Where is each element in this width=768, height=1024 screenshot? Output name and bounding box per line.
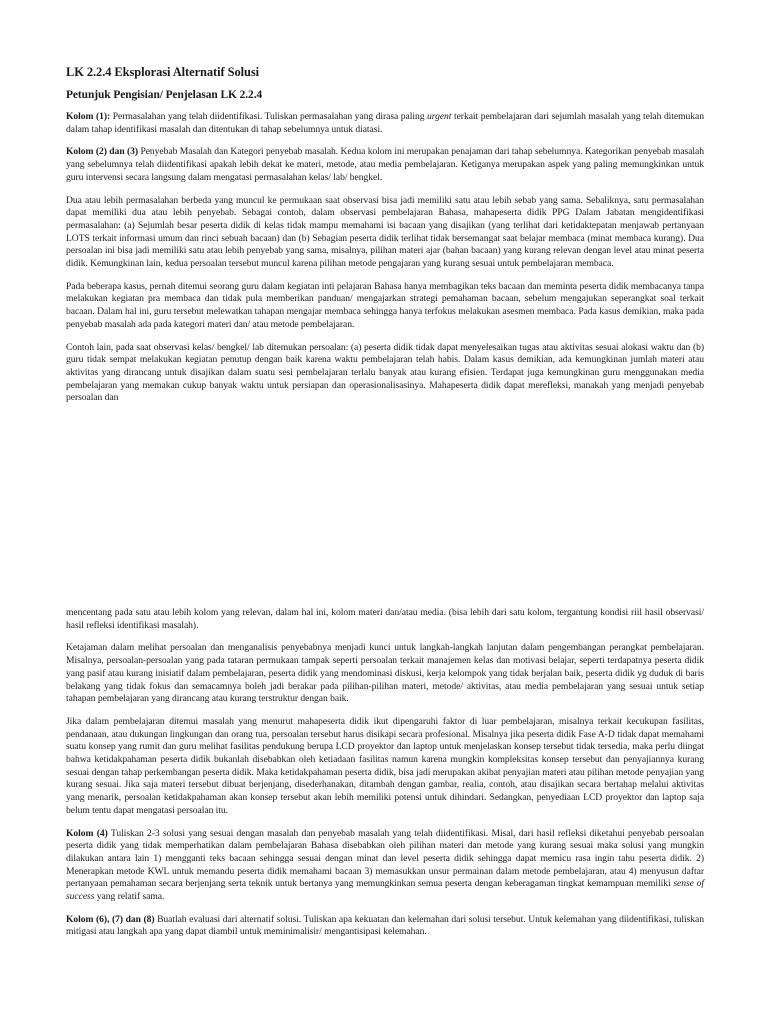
kolom-1-label: Kolom (1): bbox=[66, 111, 111, 122]
document-subtitle: Petunjuk Pengisian/ Penjelasan LK 2.2.4 bbox=[66, 89, 263, 101]
kolom-4-label: Kolom (4) bbox=[66, 827, 108, 839]
paragraph-body: Jika dalam pembelajaran ditemui masalah yang menurut mahapeserta didik ikut dipengaruhi faktor di luar pembelajaran, misalnya terkait kecukupan fasilitas, pendanaan, atau dukungan lingkungan dan orang tua, persoalan tersebut harus disikapi secara profesional. Misalnya jika peserta didik Fase A-D tidak dapat memahami suatu konsep yang rumit dan guru melihat fasilitas pendukung berupa LCD proyektor dan laptop untuk menjelaskan konsep tersebut tidak tersedia, maka perlu diingat bahwa ketidakpahaman peserta didik bukanlah disebabkan oleh ketiadaan fasilitas namun karena mungkin kompleksitas konsep tersebut dan penyajiannya kurang sesuai dengan tahap perkembangan peserta didik. Maka ketidakpahaman peserta didik, bisa jadi merupakan akibat penyajian materi atau pilihan metode penyajian yang kurang sesuai. Jika saja materi tersebut dibuat berjenjang, disederhanakan, ditambah dengan gambar, realia, contoh, atau disajikan secara bertahap melalui aktivitas yang menarik, persoalan ketidakpahaman akan konsep tersebut akan lebih memiliki potensi untuk dihindari. Sedangkan, penyediaan LCD proyektor dan laptop saja belum tentu dapat mengatasi persoalan itu. bbox=[66, 715, 704, 816]
paragraph-body: Contoh lain, pada saat observasi kelas/ bengkel/ lab ditemukan persoalan: (a) peserta didik tidak dapat menyelesaikan tugas atau aktivitas sesuai alokasi waktu dan (b) guru tidak sempat melakukan kegiatan penutup dengan baik karena waktu pembelajaran telah habis. Dalam kasus demikian, ada kemungkinan jumlah materi atau aktivitas yang dirancang untuk disajikan dalam suatu sesi pembelajaran terlalu banyak atau kurang efisien. Terdapat juga kemungkinan guru menggunakan media pembelajaran yang memakan cukup banyak waktu untuk persiapan dan operasionalisasinya. Mahapeserta didik dapat merefleksi, manakah yang menjadi penyebab persoalan dan bbox=[66, 341, 704, 404]
paragraph-kolom-6-7-8 bbox=[66, 914, 704, 939]
paragraph-body: Ketajaman dalam melihat persoalan dan menganalisis penyebabnya menjadi kunci untuk langkah-langkah lanjutan dalam pengembangan perangkat pembelajaran. Misalnya, persoalan-persoalan yang pada tataran permukaan tampak seperti persoalan terkait manajemen kelas dan motivasi belajar, seperti terdapatnya peserta didik yang pasif atau kurang inisiatif dalam pembelajaran, peserta didik yang mendominasi diskusi, kerja kelompok yang tidak berjalan baik, peserta didik yg duduk di baris belakang yang tidak fokus dan semacamnya boleh jadi berakar pada pilihan-pilihan materi, metode/ aktivitas, atau media pembelajaran yang sesuai untuk setiap tahapan pembelajaran yang dirancang atau kurang terstruktur dengan baik. bbox=[66, 642, 704, 705]
paragraph-kolom-2-3 bbox=[66, 146, 704, 184]
kolom-1-text-b: terkait pembelajaran dari sejumlah masalah yang telah ditemukan dalam tahap identifikasi masalah dan ditentukan di tahap sebelumnya untuk diatasi. bbox=[66, 111, 704, 135]
page-top-section bbox=[66, 64, 704, 415]
paragraph-body: Pada beberapa kasus, pernah ditemui seorang guru dalam kegiatan inti pelajaran Bahasa hanya membagikan teks bacaan dan meminta peserta didik membacanya tanpa melakukan kegiatan pra membaca dan tidak pula memberikan panduan/ mengajarkan strategi pemahaman bacaan, sebelum mengajukan seperangkat soal terkait bacaan. Dalam hal ini, guru tersebut melewatkan tahapan mengajar membaca sehingga hanya terfokus melakukan asesmen membaca. Pada kasus demikian, maka pada penyebab masalah ada pada kategori materi dan/ atau metode pembelajaran. bbox=[66, 280, 704, 330]
kolom-4-emphasis: sense of success bbox=[66, 878, 704, 903]
kolom-4-text-b: yang relatif sama. bbox=[94, 891, 165, 903]
kolom-2-3-text: Penyebab Masalah dan Kategori penyebab masalah. Kedua kolom ini merupakan penajaman dari tahap sebelumnya. Kategorikan penyebab masalah yang sebelumnya telah diidentifikasi apakah lebih dekat ke materi, metode, atau media pembelajaran. Ketiganya merupakan aspek yang paling memungkinkan untuk guru intervensi secara langsung dalam mengatasi permasalahan kelas/ lab/ bengkel. bbox=[66, 146, 704, 183]
kolom-6-7-8-label: Kolom (6), (7) dan (8) bbox=[66, 913, 155, 925]
kolom-1-text-a: Permasalahan yang telah diidentifikasi. Tuliskan permasalahan yang dirasa paling bbox=[110, 111, 428, 122]
paragraph-kolom-1 bbox=[66, 111, 704, 136]
page-bottom-section bbox=[66, 607, 704, 949]
document-title: LK 2.2.4 Eksplorasi Alternatif Solusi bbox=[66, 65, 259, 79]
paragraph-body: Dua atau lebih permasalahan berbeda yang muncul ke permukaan saat observasi bisa jadi memiliki satu atau lebih sebab yang sama. Sebaliknya, satu permasalahan dapat memiliki dua atau lebih penyebab. Sebagai contoh, dalam observasi pembelajaran Bahasa, mahapeserta didik PPG Dalam Jabatan mengidentifikasi permasalahan: (a) Sejumlah besar peserta didik di kelas tidak mampu memahami isi bacaan yang disajikan (yang terlihat dari ketidaktepatan menjawab pertanyaan LOTS terkait informasi umum dan rinci sebuah bacaan) dan (b) Sebagian peserta didik terlihat tidak bersemangat saat belajar membaca (minat membaca kurang). Dua persoalan ini bisa jadi memiliki satu atau lebih penyebab yang sama, misalnya, pilihan materi ajar (bahan bacaan) yang kurang relevan dengan level atau minat peserta didik. Kemungkinan lain, kedua persoalan tersebut muncul karena pilihan metode pengajaran yang kurang sesuai untuk pembelajaran membaca. bbox=[66, 194, 704, 270]
kolom-4-text-a: Tuliskan 2-3 solusi yang sesuai dengan masalah dan penyebab masalah yang telah diidentifikasi. Misal, dari hasil refleksi diketahui penyebab persoalan peserta didik yang tidak memperhatikan dalam pembelajaran Bahasa disebabkan oleh pilihan materi dan metode yang kurang sesuai maka solusi yang mungkin dilakukan antara lain 1) mengganti teks bacaan sehingga sesuai dengan minat dan level peserta didik sehingga dapat memicu rasa ingin tahu peserta didik. 2) Menerapkan metode KWL untuk memandu peserta didik memahami bacaan 3) memasukkan unsur permainan dalam metode pembelajaran, atau 4) menyusun daftar pertanyaan pemahaman secara berjenjang serta teknik untuk bertanya yang memungkinkan semua peserta dengan keberagaman tingkat kemampuan memiliki bbox=[66, 827, 704, 890]
kolom-2-3-label: Kolom (2) dan (3) bbox=[66, 146, 139, 158]
kolom-6-7-8-text: Buatlah evaluasi dari alternatif solusi. Tuliskan apa kekuatan dan kelemahan dari solusi tersebut. Untuk kelemahan yang diidentifikasi, tuliskan mitigasi atau langkah apa yang dapat diambil untuk meminimalisir/ mengantisipasi kelemahan. bbox=[66, 913, 704, 938]
paragraph-kolom-4 bbox=[66, 828, 704, 904]
kolom-1-emphasis: urgent bbox=[427, 111, 452, 122]
paragraph-body: mencentang pada satu atau lebih kolom yang relevan, dalam hal ini, kolom materi dan/atau media. (bisa lebih dari satu kolom, tergantung kondisi riil hasil observasi/ hasil refleksi identifikasi masalah). bbox=[66, 607, 704, 631]
